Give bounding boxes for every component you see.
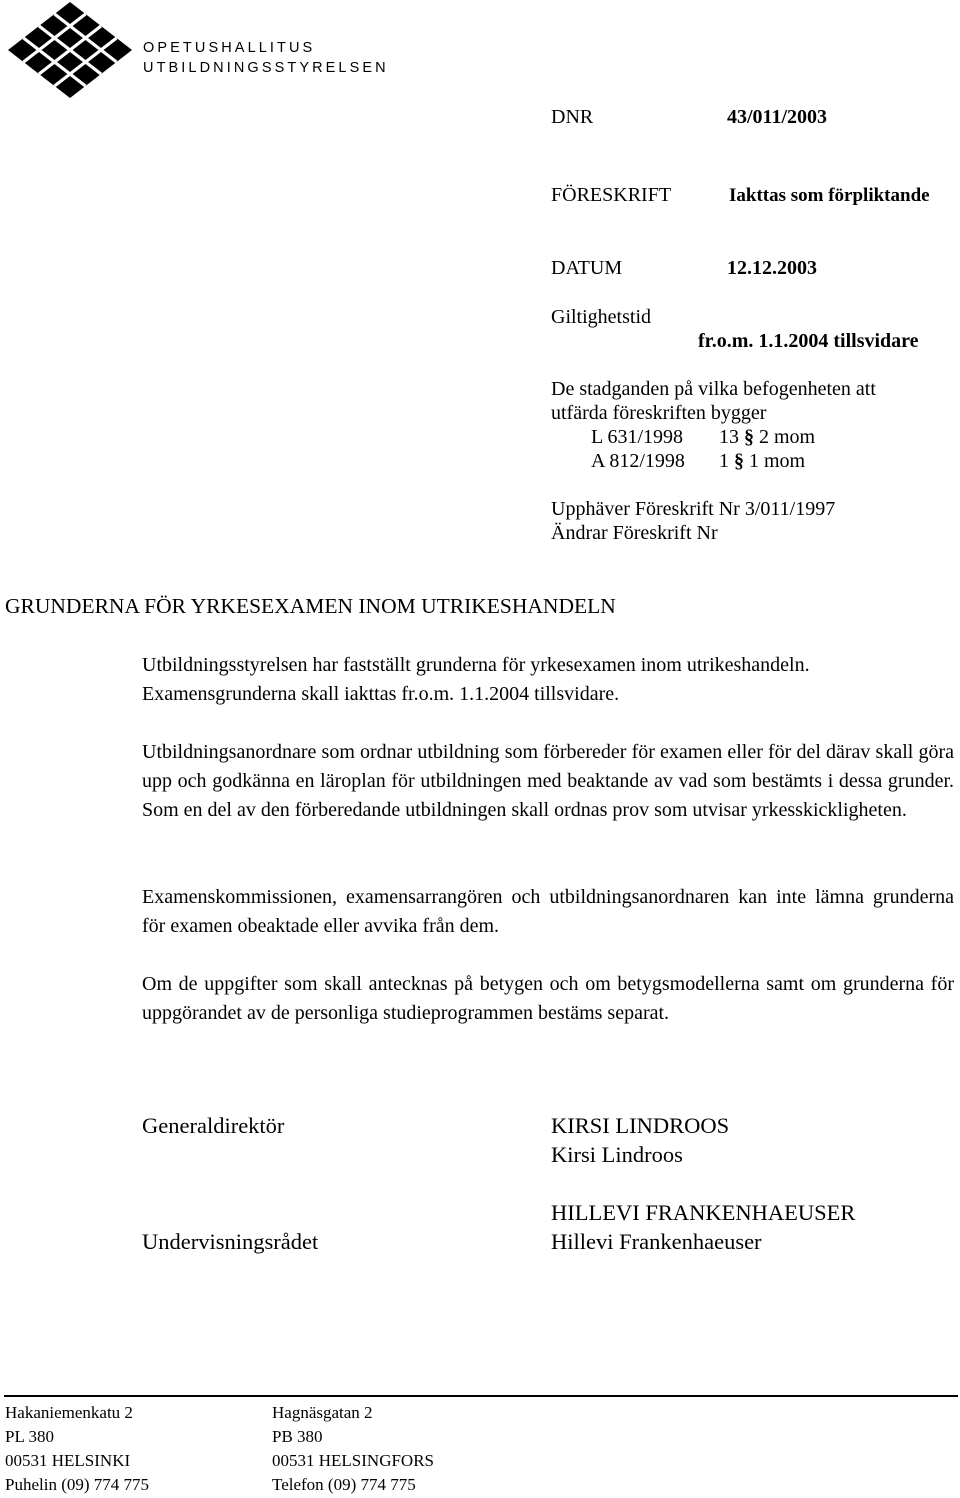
body-paragraph: Utbildningsanordnare som ordnar utbildning som förbereder för examen eller för del därav skall göra upp och godkänna en läroplan för utbildningen med beaktande av vad som bestämts i dessa grunder. Som en del av den förberedande utbildningen skall ordnas prov som utvisar yrkesskickligheten. xyxy=(142,741,954,821)
signer-role: Undervisningsrådet xyxy=(142,1229,319,1254)
body-paragraph: Utbildningsstyrelsen har fastställt grunderna för yrkesexamen inom utrikeshandeln. Examensgrunderna skall iakttas fr.o.m. 1.1.2004 tillsvidare. xyxy=(142,654,810,705)
signer-name-upper: HILLEVI FRANKENHAEUSER xyxy=(551,1200,856,1225)
law-reference-1: L 631/1998 xyxy=(591,426,684,448)
repeals-statement: Upphäver Föreskrift Nr 3/011/1997 xyxy=(551,498,836,520)
footer-line: PL 380 xyxy=(5,1427,54,1446)
dnr-value: 43/011/2003 xyxy=(727,106,828,128)
law-section-2 xyxy=(719,450,805,473)
footer-line: 00531 HELSINGFORS xyxy=(272,1451,434,1470)
authority-line: De stadganden på vilka befogenheten att xyxy=(551,378,876,400)
date-value: 12.12.2003 xyxy=(727,257,817,279)
moment: 2 mom xyxy=(759,426,816,448)
document-title: GRUNDERNA FÖR YRKESEXAMEN INOM UTRIKESHANDELN xyxy=(5,594,616,618)
signer-name: Kirsi Lindroos xyxy=(551,1142,683,1167)
law-reference-2: A 812/1998 xyxy=(591,450,685,472)
footer-address-swedish xyxy=(272,1401,434,1497)
footer-line: Hakaniemenkatu 2 xyxy=(5,1403,133,1422)
date-label: DATUM xyxy=(551,257,623,279)
dnr-label: DNR xyxy=(551,106,594,128)
section-sign: § xyxy=(734,450,744,472)
validity-label: Giltighetstid xyxy=(551,306,651,328)
signer-name-upper: KIRSI LINDROOS xyxy=(551,1113,730,1138)
footer-divider xyxy=(4,1395,958,1397)
org-name-finnish: OPETUSHALLITUS xyxy=(143,40,316,56)
law-section-1 xyxy=(719,426,815,449)
section-sign: § xyxy=(744,426,754,448)
signer-name: Hillevi Frankenhaeuser xyxy=(551,1229,762,1254)
section-number: 1 xyxy=(719,450,729,472)
section-number: 13 xyxy=(719,426,739,448)
org-name-swedish: UTBILDNINGSSTYRELSEN xyxy=(143,60,389,76)
moment: 1 mom xyxy=(749,450,806,472)
amends-statement: Ändrar Föreskrift Nr xyxy=(551,522,718,544)
document-type-value: Iakttas som förpliktande xyxy=(729,185,930,206)
footer-address-finnish xyxy=(5,1401,149,1497)
authority-statement xyxy=(551,377,876,425)
footer-line: Puhelin (09) 774 775 xyxy=(5,1475,150,1494)
signer-role: Generaldirektör xyxy=(142,1113,285,1138)
body-paragraph: Examenskommissionen, examensarrangören och utbildningsanordnaren kan inte lämna grunderna för examen obeaktade eller avvika från dem. xyxy=(142,886,954,937)
footer-line: Hagnäsgatan 2 xyxy=(272,1403,373,1422)
diamond-grid-logo xyxy=(8,2,132,98)
body-paragraph: Om de uppgifter som skall antecknas på betygen och om betygsmodellerna samt om grunderna för uppgörandet av de personliga studieprogrammen bestäms separat. xyxy=(142,973,954,1024)
footer-line: Telefon (09) 774 775 xyxy=(272,1475,416,1494)
footer-line: 00531 HELSINKI xyxy=(5,1451,131,1470)
document-type-label: FÖRESKRIFT xyxy=(551,184,672,206)
footer-line: PB 380 xyxy=(272,1427,323,1446)
validity-value: fr.o.m. 1.1.2004 tillsvidare xyxy=(698,330,919,352)
organization-name xyxy=(143,38,389,78)
authority-line: utfärda föreskriften bygger xyxy=(551,402,767,424)
